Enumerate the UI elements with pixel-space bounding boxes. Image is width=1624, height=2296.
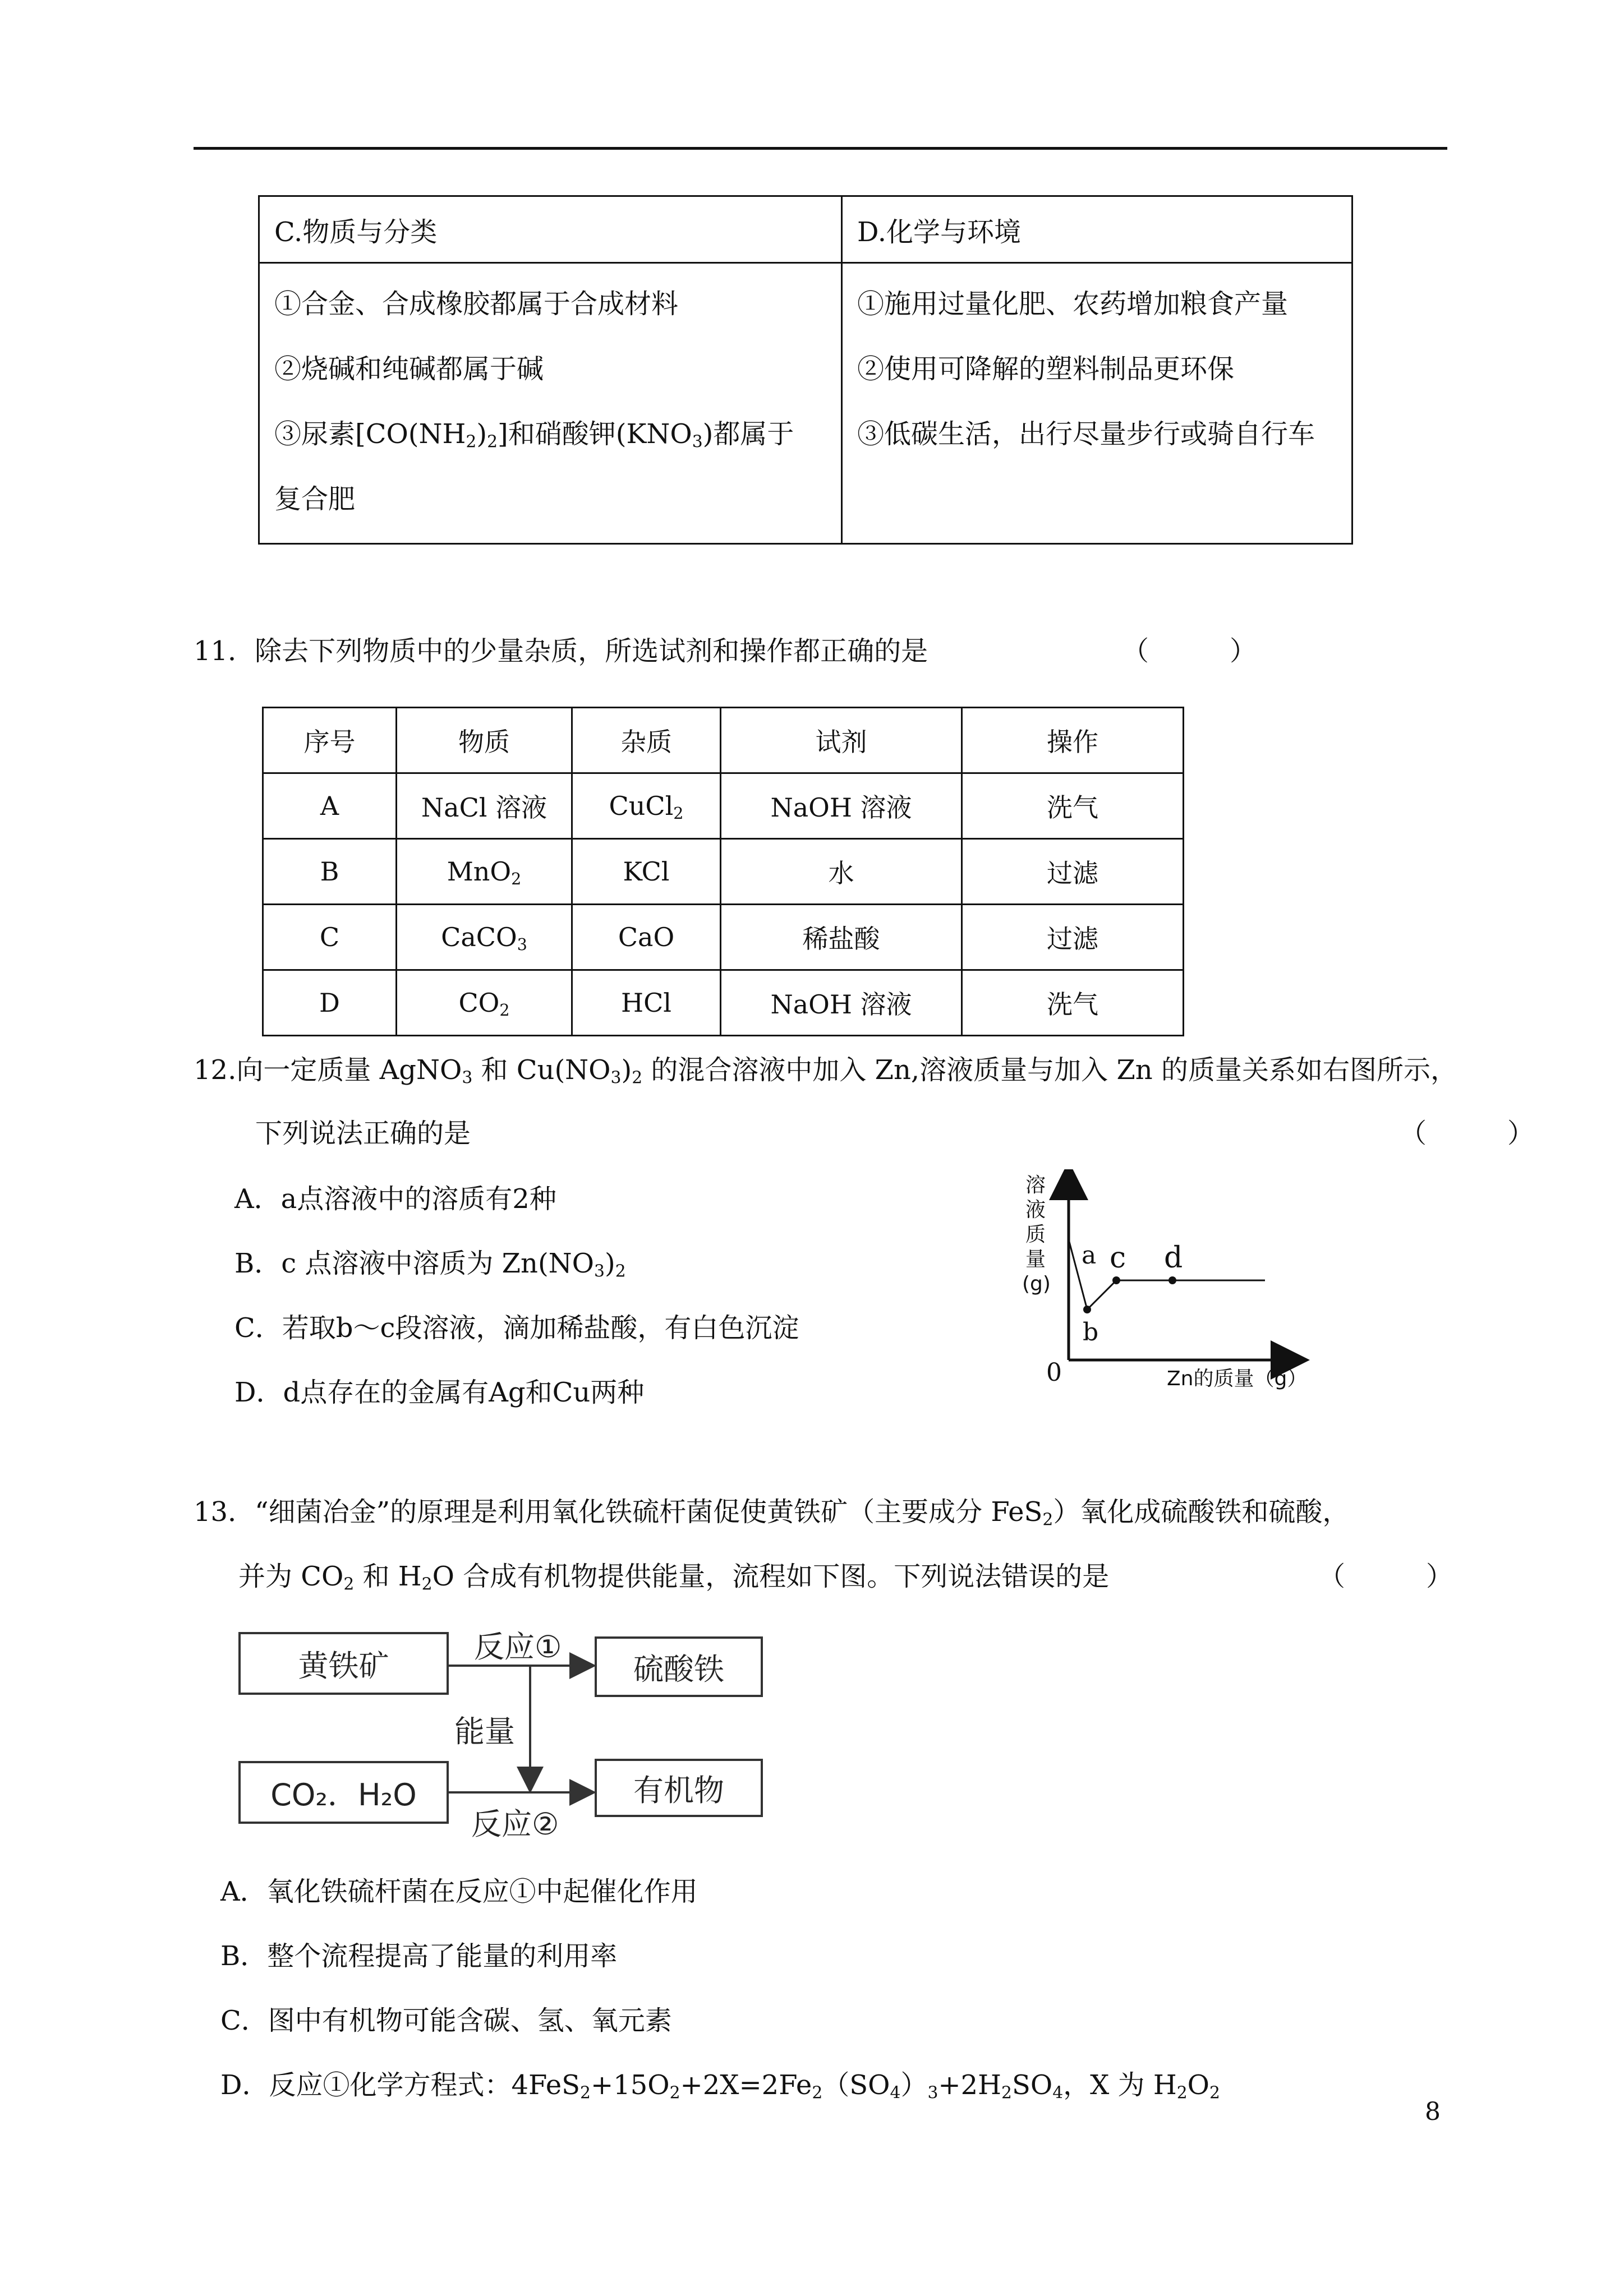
q11-cell: CaCO$_3$	[397, 905, 572, 970]
y-label-char: 溶	[1025, 1174, 1046, 1197]
table-header-d: D.化学与环境	[842, 196, 1352, 263]
table-cell-c	[259, 263, 842, 544]
q11-cell: HCl	[572, 970, 721, 1036]
q11-header-no: 序号	[263, 708, 397, 773]
table-row	[263, 970, 1184, 1036]
point-label-d: d	[1164, 1241, 1183, 1275]
q11-cell: D	[263, 970, 397, 1036]
q11-cell: MnO$_2$	[397, 839, 572, 905]
d-item-1: ①施用过量化肥、农药增加粮食产量	[857, 288, 1289, 320]
q13-option-c: C．图中有机物可能含碳、氢、氧元素	[220, 2005, 672, 2036]
label-energy: 能量	[454, 1714, 515, 1749]
q11-cell: $CO_2$	[397, 970, 572, 1036]
d-item-3: ③低碳生活，出行尽量步行或骑自行车	[857, 418, 1315, 450]
q13-stem-line2: 并为 $CO_2$ 和 $H_2O$ 合成有机物提供能量，流程如下图。下列说法错误的是	[238, 1561, 1110, 1594]
q11-cell: A	[263, 773, 397, 839]
box-iron-sulfate: 硫酸铁	[595, 1636, 763, 1697]
q11-cell: KCl	[572, 839, 721, 905]
table-header-c: C.物质与分类	[259, 196, 842, 263]
y-label-char: (g)	[1022, 1273, 1051, 1295]
point-d	[1168, 1276, 1176, 1284]
q11-cell: 洗气	[962, 773, 1184, 839]
table-row	[263, 839, 1184, 905]
point-c	[1112, 1276, 1120, 1284]
q11-cell: CaO	[572, 905, 721, 970]
point-label-c: c	[1110, 1241, 1126, 1275]
label-reaction-1: 反应①	[474, 1629, 562, 1665]
q13-option-d: D．反应①化学方程式：$4FeS_2+15O_2+2X=2Fe_2(SO_4)_3+2H_2SO_4$，X 为 $H_2O_2$	[220, 2069, 1220, 2103]
q12-stem-line2: 下列说法正确的是	[255, 1118, 471, 1149]
q11-cell: 稀盐酸	[721, 905, 962, 970]
q11-cell: NaOH 溶液	[721, 970, 962, 1036]
q12-mass-graph	[999, 1169, 1346, 1405]
q12-option-a: A．a点溶液中的溶质有2种	[234, 1183, 556, 1215]
c-item-3-cont: 复合肥	[274, 483, 356, 515]
q12-option-c: C．若取b～c段溶液，滴加稀盐酸，有白色沉淀	[234, 1312, 799, 1344]
q11-header-reagent: 试剂	[721, 708, 962, 773]
c-item-2: ②烧碱和纯碱都属于碱	[274, 353, 544, 385]
q11-cell: B	[263, 839, 397, 905]
x-axis-label: Zn的质量（g）	[1167, 1367, 1308, 1390]
table-row	[263, 773, 1184, 839]
y-label-char: 量	[1025, 1248, 1046, 1271]
q13-flow-diagram	[238, 1626, 777, 1842]
label-reaction-2: 反应②	[471, 1806, 559, 1842]
table-cell-d	[842, 263, 1352, 544]
q11-cell: C	[263, 905, 397, 970]
box-pyrite: 黄铁矿	[238, 1632, 449, 1695]
point-label-b: b	[1083, 1318, 1099, 1347]
point-b	[1083, 1306, 1091, 1313]
q13-stem-line1: 13．“细菌冶金”的原理是利用氧化铁硫杆菌促使黄铁矿（主要成分 FeS$_2$）氧化成硫酸铁和硫酸，	[194, 1496, 1350, 1530]
q11-header-substance: 物质	[397, 708, 572, 773]
page-number: 8	[1425, 2097, 1441, 2126]
q11-cell: NaOH 溶液	[721, 773, 962, 839]
q11-cell: 洗气	[962, 970, 1184, 1036]
q11-cell: 水	[721, 839, 962, 905]
q11-header-operation: 操作	[962, 708, 1184, 773]
c-item-1: ①合金、合成橡胶都属于合成材料	[274, 288, 679, 320]
classification-table	[258, 195, 1353, 545]
q12-stem-line1: 12.向一定质量 AgNO$_3$ 和 $Cu(NO_3)_2$ 的混合溶液中加入 Zn,溶液质量与加入 Zn 的质量关系如右图所示，	[194, 1054, 1457, 1088]
q11-cell: 过滤	[962, 839, 1184, 905]
header-rule	[194, 147, 1447, 150]
q11-cell: 过滤	[962, 905, 1184, 970]
y-label-char: 液	[1025, 1198, 1046, 1221]
q11-table	[262, 707, 1184, 1036]
table-row	[263, 905, 1184, 970]
d-item-2: ②使用可降解的塑料制品更环保	[857, 353, 1235, 385]
box-organic: 有机物	[595, 1759, 763, 1817]
q12-option-d: D．d点存在的金属有Ag和Cu两种	[234, 1377, 645, 1408]
q13-option-a: A．氧化铁硫杆菌在反应①中起催化作用	[220, 1876, 698, 1907]
q12-answer-paren: （ ）	[1400, 1118, 1535, 1149]
q11-answer-paren: （ ）	[1122, 635, 1257, 667]
q11-stem: 11．除去下列物质中的少量杂质，所选试剂和操作都正确的是	[194, 635, 928, 667]
box-co2-h2o: CO₂．H₂O	[238, 1761, 449, 1824]
c-item-3: ③尿素$[CO(NH_2)_2]$和硝酸钾$(KNO_3)$都属于	[274, 418, 794, 452]
q13-answer-paren: （ ）	[1318, 1561, 1453, 1592]
q11-cell: CuCl$_2$	[572, 773, 721, 839]
q12-option-b: B．c 点溶液中溶质为 $Zn(NO_3)_2$	[234, 1248, 626, 1281]
point-label-a: a	[1082, 1241, 1097, 1270]
q13-option-b: B．整个流程提高了能量的利用率	[220, 1940, 618, 1972]
q11-cell: NaCl 溶液	[397, 773, 572, 839]
q11-header-impurity: 杂质	[572, 708, 721, 773]
y-label-char: 质	[1025, 1223, 1046, 1246]
graph-origin: 0	[1046, 1358, 1062, 1387]
